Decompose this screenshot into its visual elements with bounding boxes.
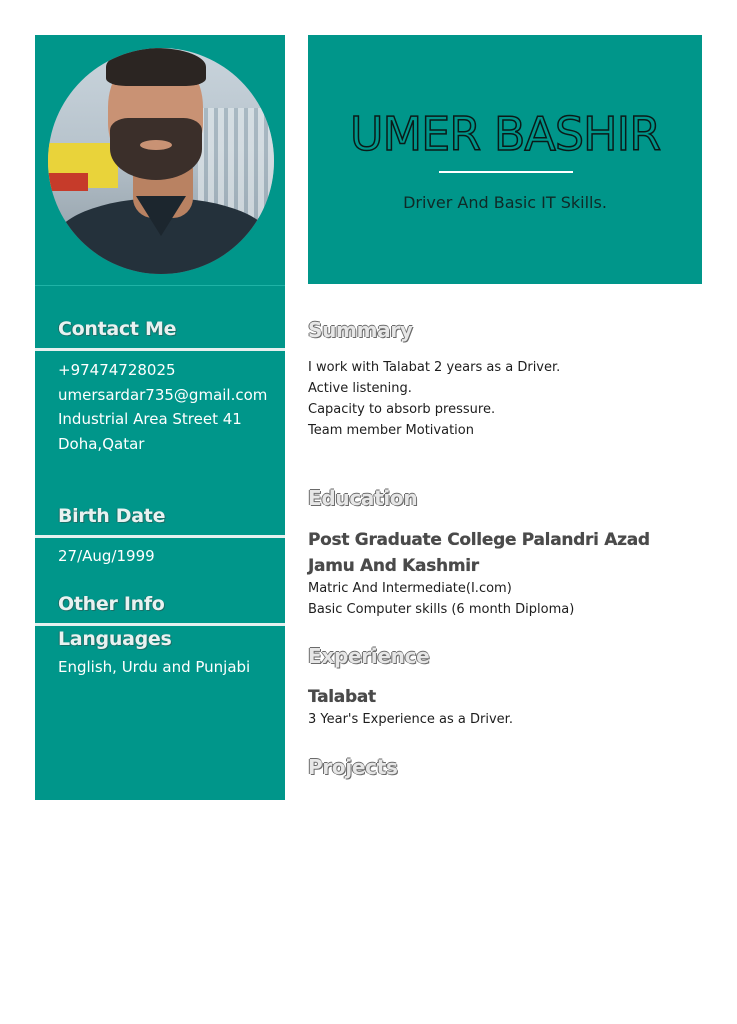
- full-name: UMER BASHIR: [349, 107, 661, 161]
- education-school: Post Graduate College Palandri Azad Jamu And Kashmir: [308, 530, 650, 576]
- education-line: Matric And Intermediate(I.com): [308, 581, 512, 596]
- projects-heading: Projects: [308, 755, 398, 779]
- summary-heading: Summary: [308, 318, 413, 342]
- contact-heading: Contact Me: [58, 318, 177, 340]
- other-info-heading: Other Info: [58, 593, 165, 615]
- experience-detail: 3 Year's Experience as a Driver.: [308, 712, 513, 727]
- contact-rule: [35, 348, 285, 351]
- education-line: Basic Computer skills (6 month Diploma): [308, 602, 575, 617]
- birth-date: 27/Aug/1999: [58, 547, 155, 565]
- languages-label: Languages: [58, 628, 172, 650]
- sidebar-divider: [35, 285, 285, 286]
- experience-heading: Experience: [308, 644, 430, 668]
- address-line-2: Doha,Qatar: [58, 434, 145, 453]
- name-underline: [439, 171, 573, 173]
- birth-heading: Birth Date: [58, 505, 166, 527]
- summary-list: [308, 357, 698, 441]
- birth-rule: [35, 535, 285, 538]
- education-heading: Education: [308, 486, 418, 510]
- profile-photo: [48, 48, 274, 274]
- name-header: [308, 35, 702, 284]
- email-address: umersardar735@gmail.com: [58, 385, 268, 404]
- summary-line: Capacity to absorb pressure.: [308, 402, 496, 417]
- summary-line: I work with Talabat 2 years as a Driver.: [308, 360, 561, 375]
- sidebar: [35, 35, 285, 800]
- address-line-1: Industrial Area Street 41: [58, 410, 242, 428]
- job-title: Driver And Basic IT Skills.: [403, 193, 607, 212]
- summary-line: Team member Motivation: [308, 423, 474, 438]
- phone-number: +97474728025: [58, 361, 176, 379]
- summary-line: Active listening.: [308, 381, 412, 396]
- other-info-rule: [35, 623, 285, 626]
- experience-company: Talabat: [308, 687, 376, 707]
- education-list: [308, 578, 698, 620]
- languages-value: English, Urdu and Punjabi: [58, 658, 251, 676]
- contact-details: [58, 358, 268, 456]
